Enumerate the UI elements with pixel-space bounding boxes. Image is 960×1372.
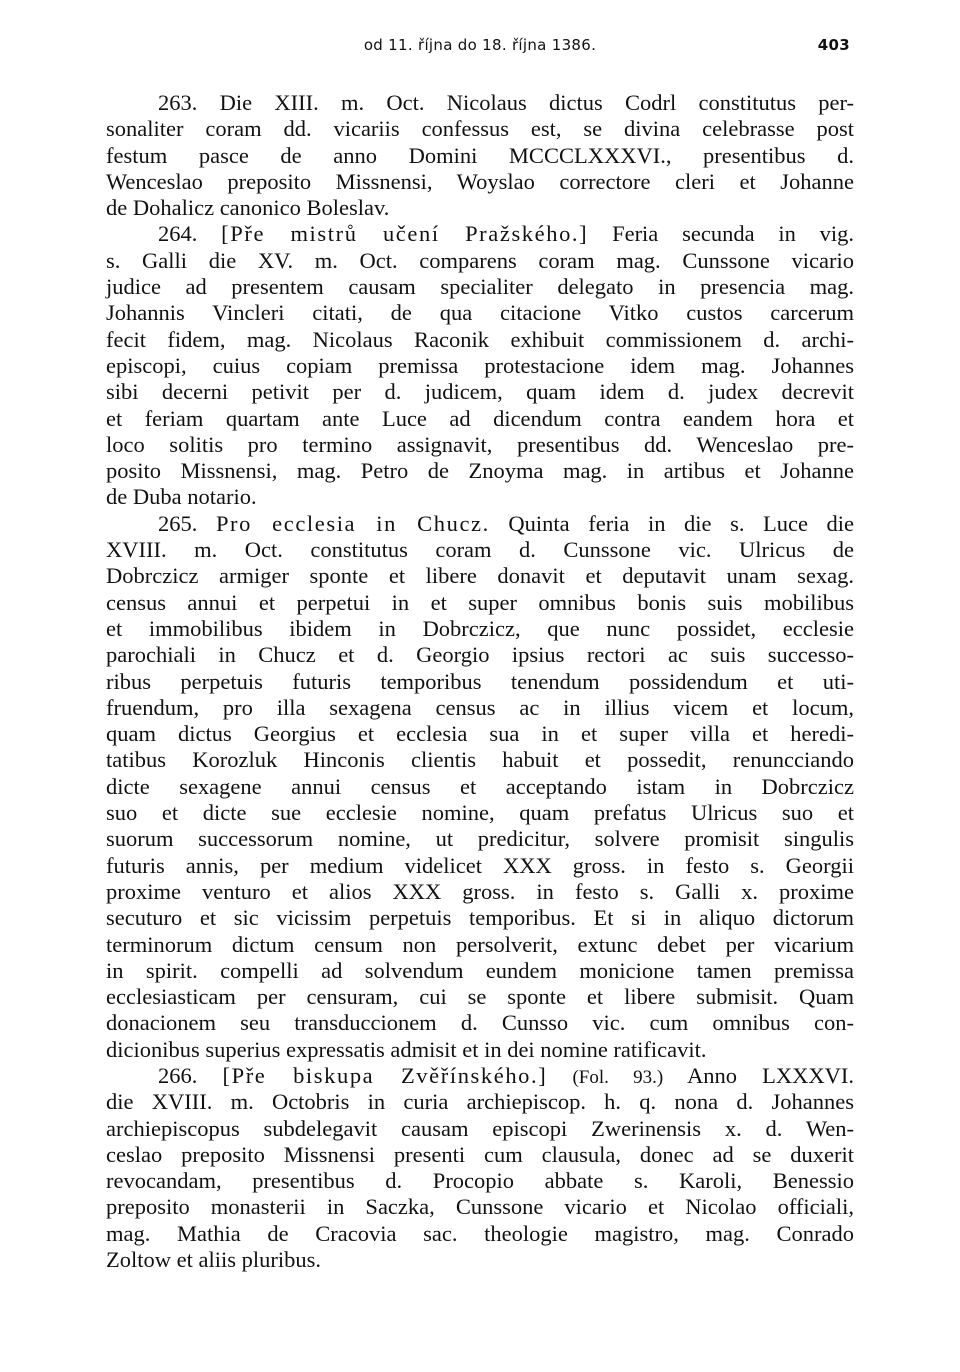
entry-heading-line — [106, 221, 854, 247]
entry-number: 266. — [158, 1062, 198, 1088]
text-line: ecclesiasticam per censuram, cui se sponte et libere submisit. Quam — [106, 984, 854, 1010]
text-line: de Dohalicz canonico Boleslav. — [106, 195, 390, 221]
body-text — [106, 90, 854, 1273]
entry-heading-line — [106, 511, 854, 537]
text-line: Wenceslao preposito Missnensi, Woyslao correctore cleri et Johanne — [106, 168, 854, 194]
text-line: 263. Die XIII. m. Oct. Nicolaus dictus Codrl constitutus per- — [158, 90, 854, 115]
text-line: suo et dicte sue ecclesie nomine, quam prefatus Ulricus suo et — [106, 800, 854, 826]
text-line: et feriam quartam ante Luce ad dicendum contra eandem hora et — [106, 405, 854, 431]
text-line: episcopi, cuius copiam premissa protestacione idem mag. Johannes — [106, 352, 854, 378]
text-line: donacionem seu transduccionem d. Cunsso vic. cum omnibus con- — [106, 1010, 854, 1036]
text-line: dicte sexagene annui census et acceptando istam in Dobrczicz — [106, 773, 854, 799]
page-number: 403 — [817, 36, 850, 54]
text-line: mag. Mathia de Cracovia sac. theologie magistro, mag. Conrado — [106, 1220, 854, 1246]
text-line: XVIII. m. Oct. constitutus coram d. Cunssone vic. Ulricus de — [106, 537, 854, 563]
text-line: posito Missnensi, mag. Petro de Znoyma mag. in artibus et Johanne — [106, 458, 854, 484]
text-line: terminorum dictum censum non persolverit, extunc debet per vicarium — [106, 931, 854, 957]
entry-number: 264. — [158, 221, 198, 247]
text-line: die XVIII. m. Octobris in curia archiepiscop. h. q. nona d. Johannes — [106, 1089, 854, 1115]
text-line: tatibus Korozluk Hinconis clientis habuit et possedit, renuncciando — [106, 747, 854, 773]
text-line: fruendum, pro illa sexagena census ac in illius vicem et locum, — [106, 694, 854, 720]
text-line: Zoltow et aliis pluribus. — [106, 1247, 321, 1273]
text-line: et immobilibus ibidem in Dobrczicz, que nunc possidet, ecclesie — [106, 615, 854, 641]
text-line: ribus perpetuis futuris temporibus tenendum possidendum et uti- — [106, 668, 854, 694]
running-title: od 11. října do 18. října 1386. — [363, 36, 597, 54]
text-line: judice ad presentem causam specialiter delegato in presencia mag. — [106, 274, 854, 300]
text-line: secuturo et sic vicissim perpetuis temporibus. Et si in aliquo dictorum — [106, 905, 854, 931]
entry-number: 265. — [158, 510, 198, 536]
text-segment: Quinta feria in die s. Luce die — [508, 510, 855, 536]
text-line: Johannis Vincleri citati, de qua citacione Vitko custos carcerum — [106, 300, 854, 326]
text-line: sibi decerni petivit per d. judicem, quam idem d. judex decrevit — [106, 379, 854, 405]
text-line: archiepiscopus subdelegavit causam episcopi Zwerinensis x. d. Wen- — [106, 1115, 854, 1141]
text-segment: Anno LXXXVI. — [687, 1062, 855, 1088]
text-line: quam dictus Georgius et ecclesia sua in et super villa et heredi- — [106, 721, 854, 747]
text-line: dicionibus superius expressatis admisit et in dei nomine ratificavit. — [106, 1036, 707, 1062]
text-line: proxime venturo et alios XXX gross. in festo s. Galli x. proxime — [106, 878, 854, 904]
entry-title: Pro ecclesia in Chucz. — [215, 510, 490, 536]
text-line: futuris annis, per medium videlicet XXX gross. in festo s. Georgii — [106, 852, 854, 878]
text-line: festum pasce de anno Domini MCCCLXXXVI., presentibus d. — [106, 142, 854, 168]
running-head — [0, 36, 960, 58]
text-segment: Feria secunda in vig. — [612, 221, 855, 247]
text-line: census annui et perpetui in et super omnibus bonis suis mobilibus — [106, 589, 854, 615]
text-line: parochiali in Chucz et d. Georgio ipsius rectori ac suis successo- — [106, 642, 854, 668]
folio-reference: (Fol. 93.) — [572, 1066, 664, 1088]
text-line: Dobrczicz armiger sponte et libere donavit et deputavit unam sexag. — [106, 563, 854, 589]
text-line: s. Galli die XV. m. Oct. comparens coram mag. Cunssone vicario — [106, 247, 854, 273]
text-line: revocandam, presentibus d. Procopio abbate s. Karoli, Benessio — [106, 1168, 854, 1194]
entry-heading-line — [106, 1063, 854, 1089]
text-line: loco solitis pro termino assignavit, presentibus dd. Wenceslao pre- — [106, 431, 854, 457]
text-line: de Duba notario. — [106, 484, 257, 510]
text-line: ceslao preposito Missnensi presenti cum clausula, donec ad se duxerit — [106, 1141, 854, 1167]
text-line: fecit fidem, mag. Nicolaus Raconik exhibuit commissionem d. archi- — [106, 326, 854, 352]
entry-title: [Pře mistrů učení Pražského.] — [221, 221, 589, 247]
text-line: sonaliter coram dd. vicariis confessus est, se divina celebrasse post — [106, 116, 854, 142]
text-line: in spirit. compelli ad solvendum eundem monicione tamen premissa — [106, 957, 854, 983]
text-line: suorum successorum nomine, ut predicitur, solvere promisit singulis — [106, 826, 854, 852]
text-line: preposito monasterii in Saczka, Cunssone vicario et Nicolao officiali, — [106, 1194, 854, 1220]
entry-title: [Pře biskupa Zvěřínského.] — [222, 1062, 548, 1088]
